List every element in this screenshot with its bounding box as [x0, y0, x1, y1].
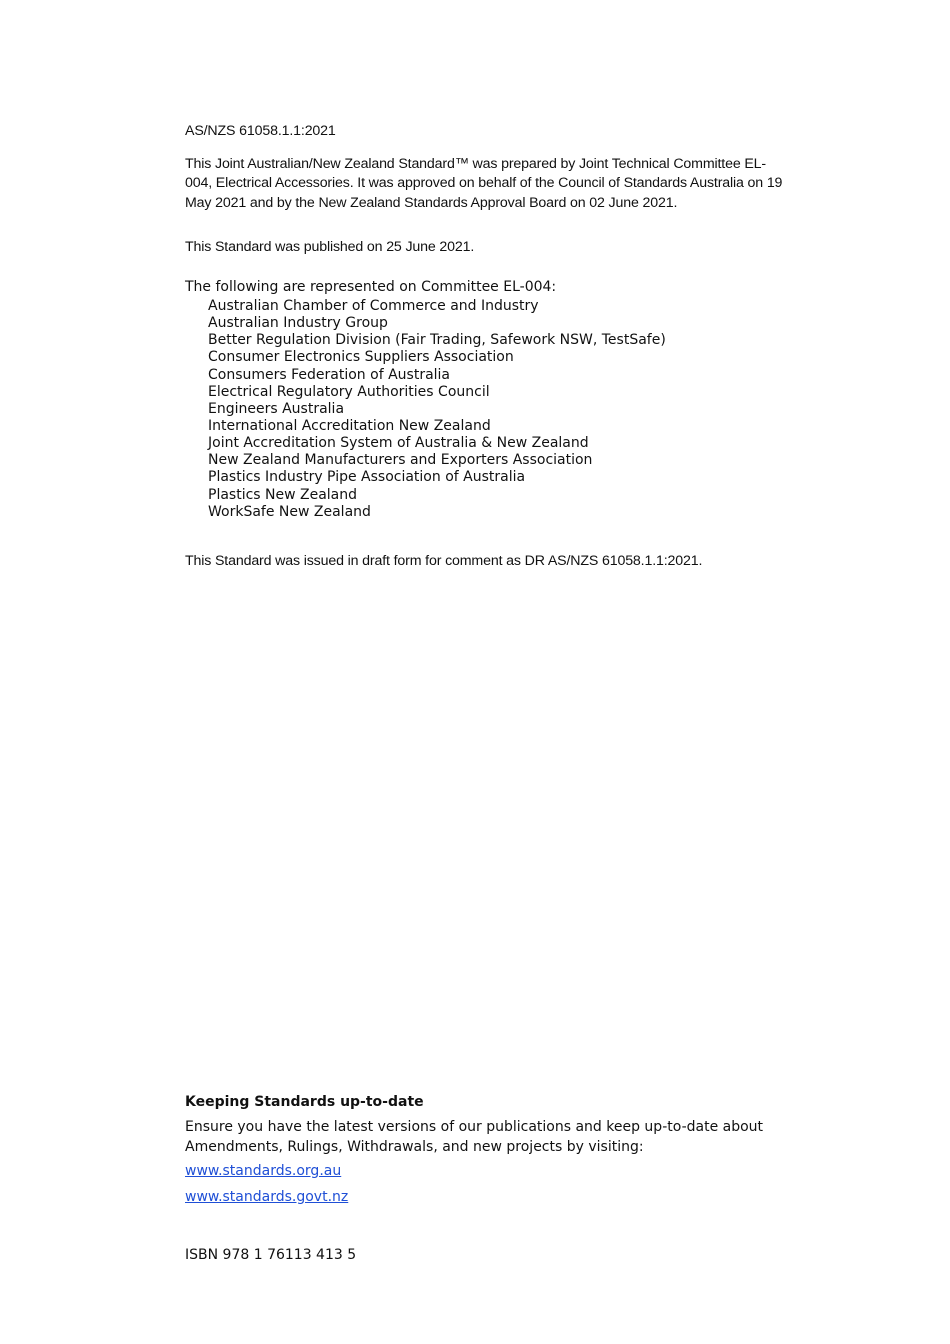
keeping-up-to-date-section: [185, 1093, 785, 1206]
standards-australia-link[interactable]: www.standards.org.au: [185, 1163, 342, 1179]
committee-member: International Accreditation New Zealand: [208, 417, 491, 434]
committee-member: WorkSafe New Zealand: [208, 503, 371, 520]
committee-member: Australian Industry Group: [208, 315, 388, 332]
committee-member: Consumers Federation of Australia: [208, 366, 451, 383]
committee-member: New Zealand Manufacturers and Exporters Association: [208, 452, 593, 469]
prepared-statement: This Joint Australian/New Zealand Standard™ was prepared by Joint Technical Committee EL-004, Electrical Accessories. It was approved on behalf of the Council of Standards Australia on 19 May 2021 and by the New Zealand Standards Approval Board on 02 June 2021.: [185, 156, 783, 211]
committee-member: Electrical Regulatory Authorities Council: [208, 383, 490, 400]
standard-designation: AS/NZS 61058.1.1:2021: [185, 123, 336, 139]
committee-member: Engineers Australia: [208, 400, 345, 417]
draft-statement: This Standard was issued in draft form for comment as DR AS/NZS 61058.1.1:2021.: [185, 553, 703, 569]
committee-member: Plastics Industry Pipe Association of Australia: [208, 469, 526, 486]
committee-heading: The following are represented on Committee EL-004:: [185, 279, 557, 295]
published-statement: This Standard was published on 25 June 2021.: [185, 239, 475, 255]
committee-member-list: [185, 298, 666, 521]
committee-member: Better Regulation Division (Fair Trading, Safework NSW, TestSafe): [208, 332, 666, 349]
keeping-up-to-date-title: Keeping Standards up-to-date: [185, 1094, 424, 1110]
keeping-up-to-date-body: Ensure you have the latest versions of our publications and keep up-to-date about Amendments, Rulings, Withdrawals, and new projects by visiting:: [185, 1119, 764, 1155]
committee-member: Australian Chamber of Commerce and Industry: [208, 298, 539, 314]
committee-member: Joint Accreditation System of Australia & New Zealand: [208, 435, 589, 452]
committee-member: Plastics New Zealand: [208, 486, 358, 503]
committee-member: Consumer Electronics Suppliers Association: [208, 349, 514, 366]
standards-new-zealand-link[interactable]: www.standards.govt.nz: [185, 1189, 349, 1205]
isbn: ISBN 978 1 76113 413 5: [185, 1247, 357, 1263]
committee-section: [185, 278, 666, 521]
